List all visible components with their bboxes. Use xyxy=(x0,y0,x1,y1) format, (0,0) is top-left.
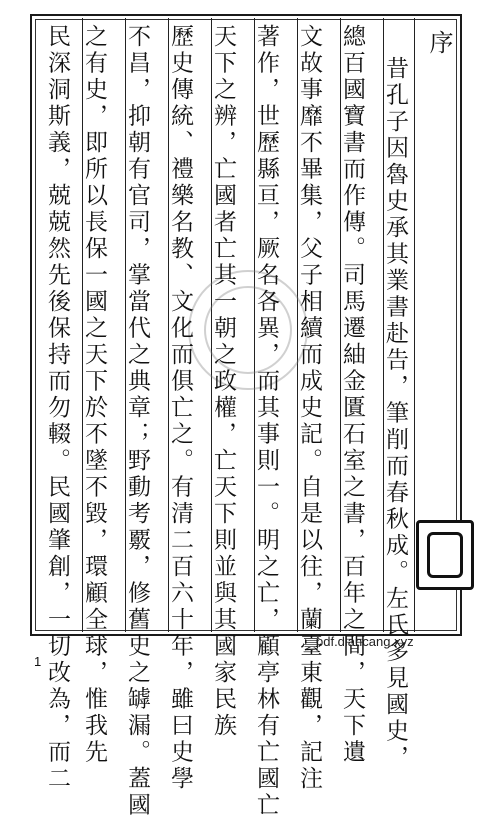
text-column-1: 昔孔子因魯史承其業書赴告，筆削而春秋成。左氏多見國史， xyxy=(382,56,408,772)
section-title: 序 xyxy=(425,30,453,60)
column-rule xyxy=(414,18,415,632)
watermark: pdf.dlancang.xyz xyxy=(316,634,414,649)
text-column-9: 民深洞斯義，兢兢然先後保持而勿輟。民國肇創，一切改為，而二 xyxy=(44,24,70,793)
text-column-4: 著作，世歷縣亘，厥名各異，而其事則一。明之亡，顧亭林有亡國亡 xyxy=(253,24,279,819)
text-column-7: 不昌，抑朝有官司，掌當代之典章；野動考覈，修舊史之罅漏。蓋國 xyxy=(124,24,150,819)
page-number: 1 xyxy=(34,654,42,669)
text-column-6: 歷史傳統、禮樂名教、文化而俱亡之。有清二百六十年，雖曰史學 xyxy=(167,24,193,793)
corner-stamp-icon xyxy=(416,520,474,590)
text-column-2: 總百國寶書而作傳。司馬遷紬金匱石室之書，百年之間，天下遺 xyxy=(339,24,365,766)
text-column-3: 文故事靡不畢集，父子相續而成史記。自是以往，蘭臺東觀，記注 xyxy=(296,24,322,793)
text-column-8: 之有史，即所以長保一國之天下於不墜不毀，環顧全球，惟我先 xyxy=(81,24,107,766)
text-column-5: 天下之辨，亡國者亡其一朝之政權，亡天下則並與其國家民族 xyxy=(210,24,236,740)
